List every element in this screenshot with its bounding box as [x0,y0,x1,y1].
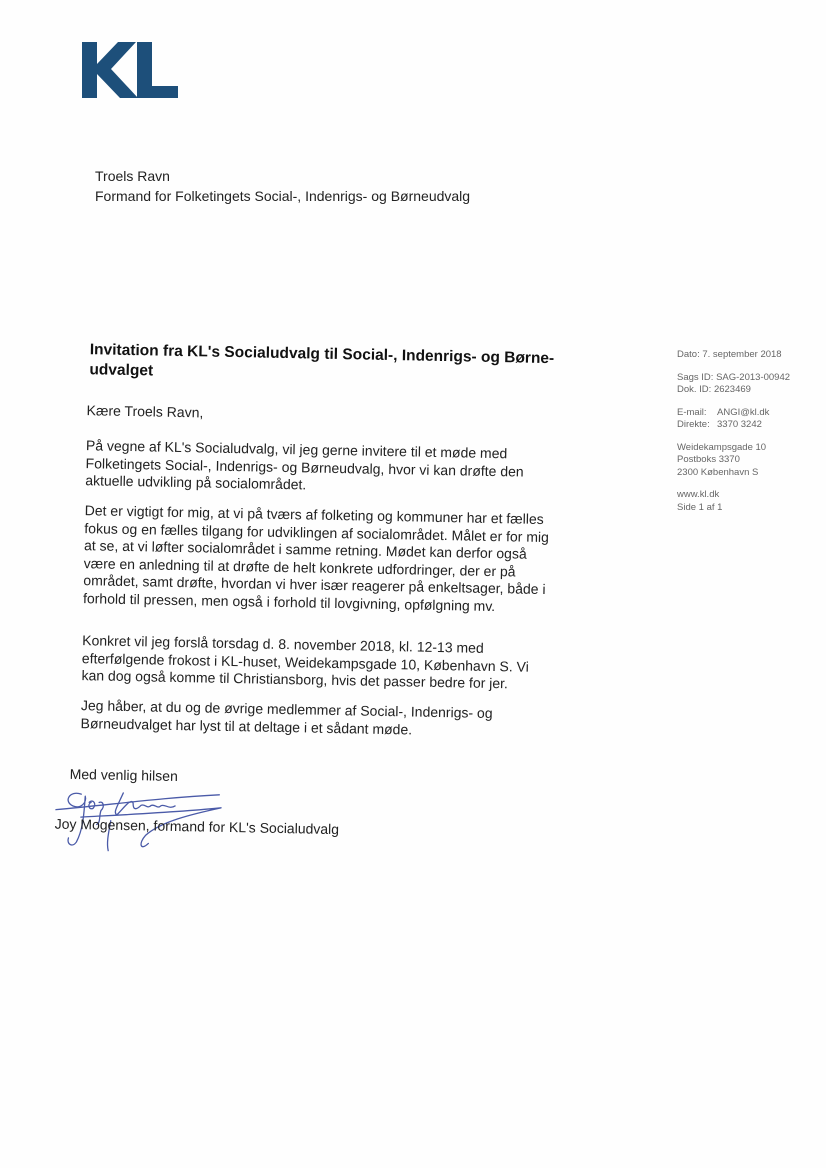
letter-paragraph-3: Konkret vil jeg forslå torsdag d. 8. november 2018, kl. 12-13 med efterfølgende frokost i KL-huset, Weidekampsgade 10, København S. Vi kan dog også komme til Christiansborg, hvis det passer bedre for jer. [81,632,529,692]
direct-label: Direkte: [677,419,710,430]
signatory-name: Joy Mogensen, formand for KL's Socialudvalg [54,815,340,838]
letter-greeting: Kære Troels Ravn, [86,402,204,421]
letter-paragraph-1: På vegne af KL's Socialudvalg, vil jeg gerne invitere til et møde med Folketingets Social-, Indenrigs- og Børneudvalg, hvor vi kan drøfte den aktuelle udvikling på socialområdet. [85,437,524,493]
letter-body [54,340,558,838]
date-value: 7. september 2018 [702,349,782,360]
letter-paragraph-4: Jeg håber, at du og de øvrige medlemmer af Social-, Indenrigs- og Børneudvalget har lyst til at deltage i et sådant møde. [80,697,493,737]
recipient-name: Troels Ravn [95,168,170,184]
email-value: ANGI@kl.dk [717,406,770,418]
recipient-block [95,166,470,206]
letter-closing: Med venlig hilsen [69,765,178,784]
doc-id-line [677,384,790,397]
email-label: E-mail: [677,406,707,418]
address-line-1: Weidekampsgade 10 [677,441,767,453]
date-line [677,349,790,362]
direct-line [677,419,790,432]
doc-id-value: 2623469 [713,384,751,395]
case-id-value: SAG-2013-00942 [716,371,791,383]
direct-value: 3370 3242 [717,419,762,430]
address-line-3: 2300 København S [677,466,759,478]
case-id-label: Sags ID: [677,371,714,383]
website-link: www.kl.dk [677,489,720,500]
sidebar-details [677,349,790,524]
email-line [677,407,790,420]
letter-paragraph-2: Det er vigtigt for mig, at vi på tværs af folketing og kommuner har et fælles fokus og en fælles tilgang for udviklingen af socialområdet. Målet er for mig at se, at vi løfter socialområdet i samme retning. Mødet kan derfor også være en anledning til at drøfte de helt konkrete udfordringer, der er på området, samt drøfte, hvordan vi hver især reagerer på enkeltsager, både i forhold til pressen, men også i forhold til lovgivning, opfølgning mv. [82,502,550,614]
address-line-2: Postboks 3370 [677,454,740,465]
page-info: Side 1 af 1 [677,501,723,513]
letter-subject: Invitation fra KL's Socialudvalg til Social-, Indenrigs- og Børne-udvalget [89,341,555,380]
doc-id-label: Dok. ID: [677,384,712,395]
case-id-line [677,372,790,385]
date-label: Dato: [677,349,700,360]
kl-logo [80,40,180,100]
recipient-title: Formand for Folketingets Social-, Indenrigs- og Børneudvalg [95,188,471,204]
